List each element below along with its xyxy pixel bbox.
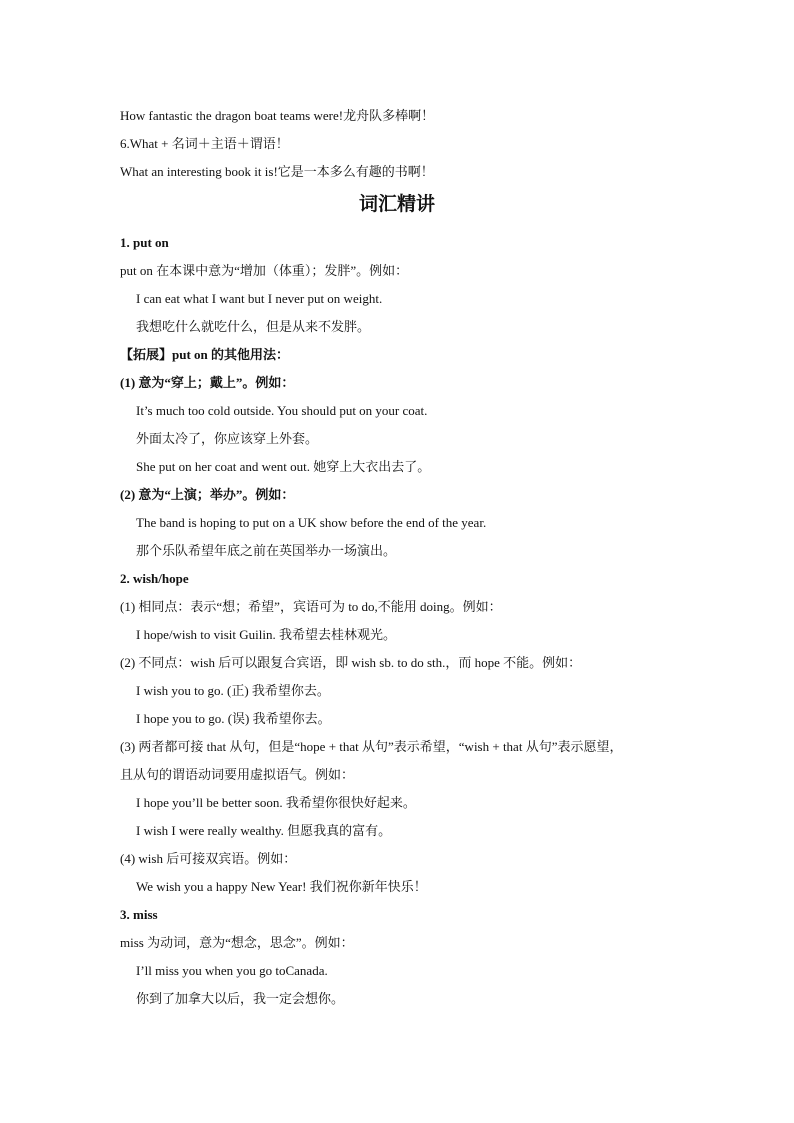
example-sentence: The band is hoping to put on a UK show before the end of the year. — [136, 515, 487, 530]
example-sentence: What an interesting book it is!它是一本多么有趣的书啊！ — [120, 164, 434, 179]
entry-heading: 1. put on — [120, 235, 169, 250]
example-sentence: How fantastic the dragon boat teams were!龙舟队多棒啊！ — [120, 108, 435, 123]
usage-point: (1) 相同点：表示“想；希望”，宾语可为 to do,不能用 doing。例如： — [120, 599, 502, 614]
example-sentence: It’s much too cold outside. You should put on your coat. — [136, 403, 428, 418]
usage-point: (2) 不同点：wish 后可以跟复合宾语，即 wish sb. to do sth.，而 hope 不能。例如： — [120, 655, 582, 670]
section-title: 词汇精讲 — [358, 193, 435, 215]
usage-point: (4) wish 后可接双宾语。例如： — [120, 851, 297, 866]
example-sentence: I’ll miss you when you go toCanada. — [136, 963, 328, 978]
example-sentence: I hope you to go. (误) 我希望你去。 — [136, 711, 331, 726]
example-translation: 你到了加拿大以后，我一定会想你。 — [136, 991, 345, 1006]
entry-heading: 2. wish/hope — [120, 571, 189, 586]
example-translation: 我想吃什么就吃什么，但是从来不发胖。 — [136, 319, 371, 334]
example-translation: 外面太冷了，你应该穿上外套。 — [136, 431, 319, 446]
example-sentence: I hope you’ll be better soon. 我希望你很快好起来。 — [136, 795, 416, 810]
example-sentence: She put on her coat and went out. 她穿上大衣出去了。 — [136, 459, 431, 474]
example-sentence: I wish I were really wealthy. 但愿我真的富有。 — [136, 823, 392, 838]
example-sentence: I wish you to go. (正) 我希望你去。 — [136, 683, 330, 698]
example-translation: 那个乐队希望年底之前在英国举办一场演出。 — [136, 543, 397, 558]
example-sentence: I can eat what I want but I never put on weight. — [136, 291, 383, 306]
usage-heading: (2) 意为“上演；举办”。例如： — [120, 487, 295, 502]
entry-heading: 3. miss — [120, 907, 158, 922]
definition: put on 在本课中意为“增加（体重）；发胖”。例如： — [120, 263, 409, 278]
definition: miss 为动词，意为“想念，思念”。例如： — [120, 935, 354, 950]
example-sentence: We wish you a happy New Year! 我们祝你新年快乐！ — [136, 879, 427, 894]
extension-heading: 【拓展】put on 的其他用法： — [120, 347, 290, 362]
usage-point: (3) 两者都可接 that 从句，但是“hope + that 从句”表示希望，“wish + that 从句”表示愿望， — [120, 739, 623, 754]
example-sentence: I hope/wish to visit Guilin. 我希望去桂林观光。 — [136, 627, 397, 642]
pattern-rule: 6.What + 名词＋主语＋谓语！ — [120, 136, 289, 151]
usage-heading: (1) 意为“穿上；戴上”。例如： — [120, 375, 295, 390]
usage-point-continued: 且从句的谓语动词要用虚拟语气。例如： — [120, 767, 355, 782]
